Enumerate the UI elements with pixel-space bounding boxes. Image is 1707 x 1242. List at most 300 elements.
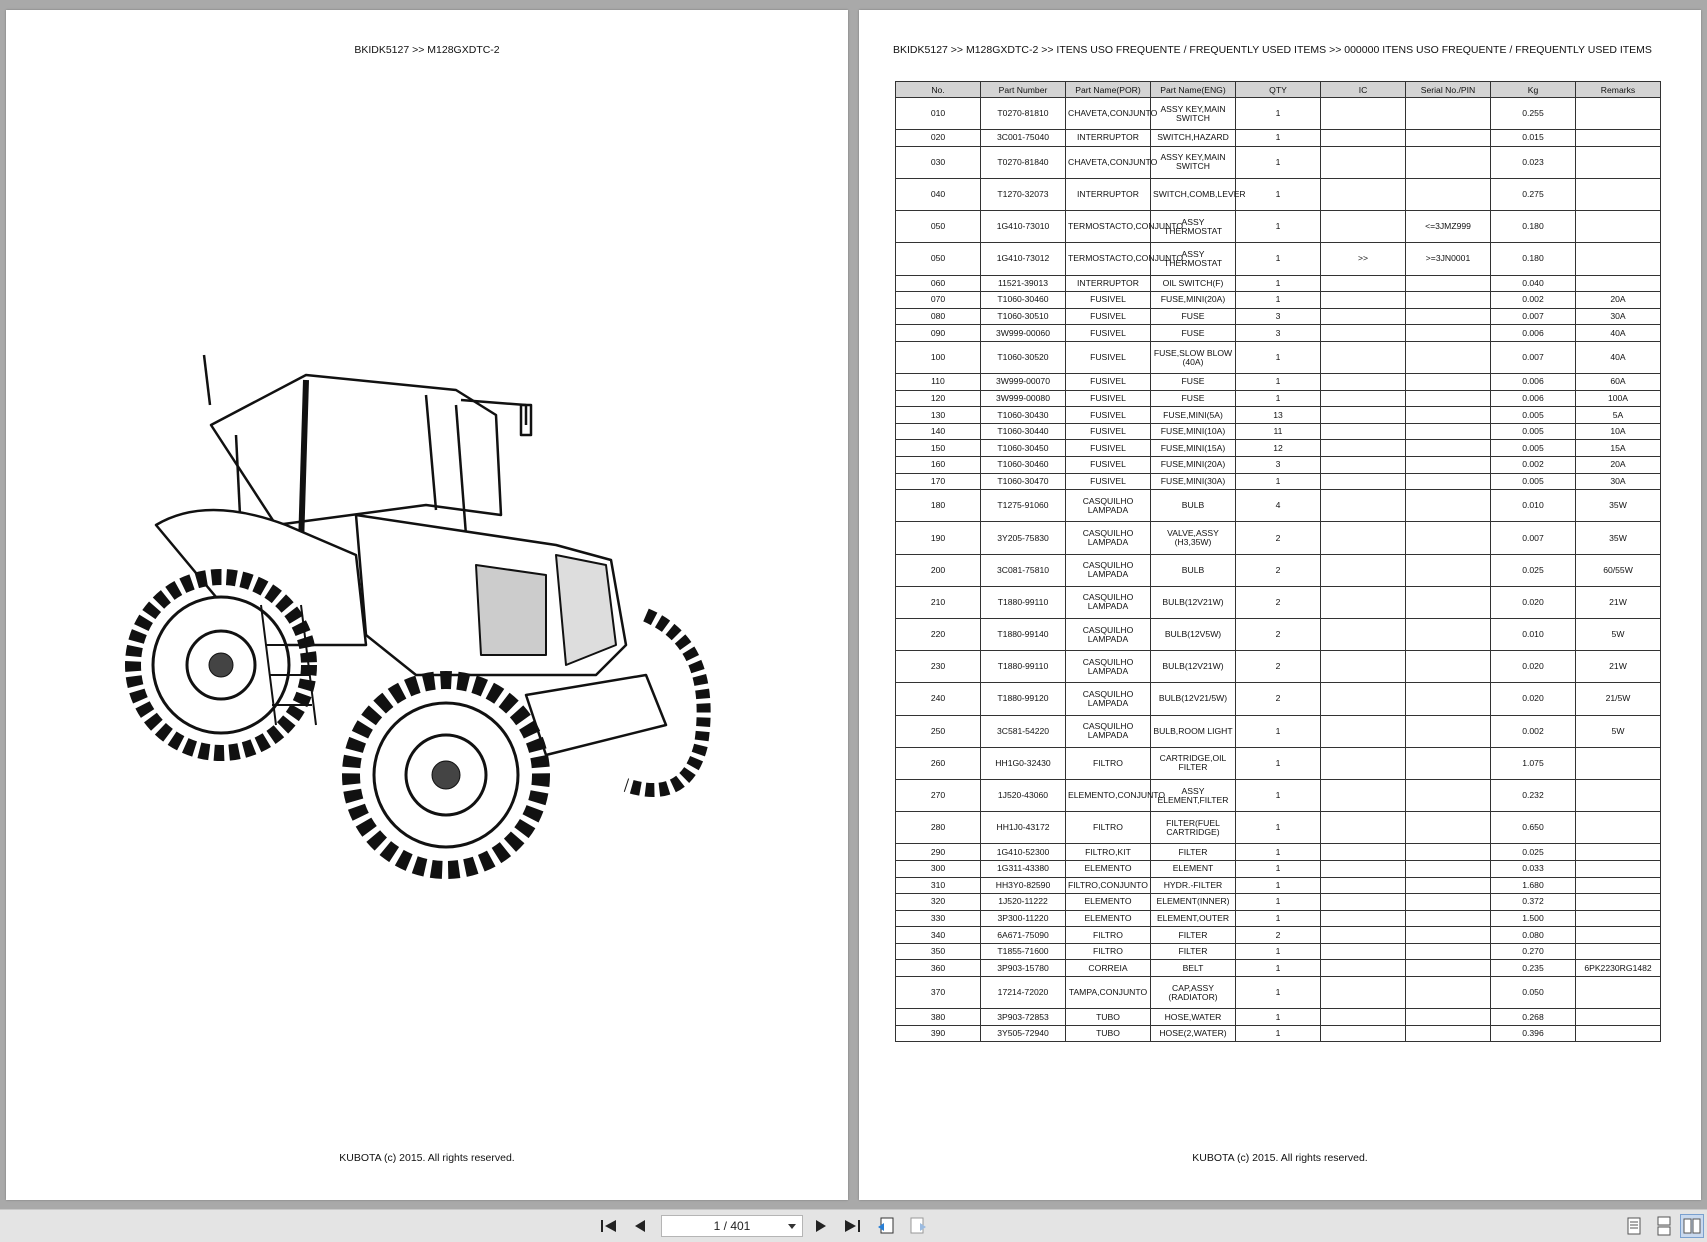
- cell-no: 300: [896, 860, 981, 877]
- col-part-number: Part Number: [981, 82, 1066, 98]
- cell-qty: 1: [1236, 910, 1321, 927]
- cell-part-name-por: CASQUILHO LAMPADA: [1066, 619, 1151, 651]
- right-footer: KUBOTA (c) 2015. All rights reserved.: [1192, 1152, 1368, 1164]
- cell-qty: 1: [1236, 130, 1321, 147]
- last-page-icon[interactable]: [840, 1214, 864, 1238]
- cell-serial: [1406, 457, 1491, 474]
- cell-no: 330: [896, 910, 981, 927]
- cell-serial: [1406, 308, 1491, 325]
- cell-part-number: 1J520-43060: [981, 779, 1066, 811]
- cell-kg: 1.500: [1491, 910, 1576, 927]
- cell-ic: [1321, 98, 1406, 130]
- cell-part-number: T1060-30510: [981, 308, 1066, 325]
- cell-part-number: 3P903-15780: [981, 960, 1066, 977]
- cell-ic: [1321, 943, 1406, 960]
- single-page-icon[interactable]: [1622, 1214, 1646, 1238]
- table-row: [896, 522, 1661, 554]
- cell-part-name-eng: ASSY THERMOSTAT: [1151, 243, 1236, 275]
- cell-kg: 0.010: [1491, 490, 1576, 522]
- table-row: [896, 844, 1661, 861]
- cell-part-number: T0270-81840: [981, 146, 1066, 178]
- cell-no: 260: [896, 747, 981, 779]
- cell-part-name-eng: ELEMENT,OUTER: [1151, 910, 1236, 927]
- cell-serial: [1406, 586, 1491, 618]
- cell-no: 180: [896, 490, 981, 522]
- cell-remarks: 35W: [1576, 522, 1661, 554]
- table-row: [896, 586, 1661, 618]
- cell-no: 280: [896, 812, 981, 844]
- cell-part-number: T1880-99110: [981, 586, 1066, 618]
- cell-no: 050: [896, 211, 981, 243]
- table-row: [896, 292, 1661, 309]
- cell-no: 080: [896, 308, 981, 325]
- cell-part-number: 3C581-54220: [981, 715, 1066, 747]
- cell-ic: [1321, 178, 1406, 210]
- cell-ic: [1321, 779, 1406, 811]
- cell-serial: [1406, 960, 1491, 977]
- cell-qty: 1: [1236, 1025, 1321, 1042]
- cell-part-name-por: CASQUILHO LAMPADA: [1066, 490, 1151, 522]
- cell-kg: 0.002: [1491, 292, 1576, 309]
- cell-remarks: 60/55W: [1576, 554, 1661, 586]
- cell-remarks: [1576, 130, 1661, 147]
- chevron-down-icon[interactable]: [788, 1224, 796, 1229]
- cell-part-name-eng: FUSE,MINI(30A): [1151, 473, 1236, 490]
- cell-qty: 1: [1236, 1009, 1321, 1026]
- cell-kg: 0.232: [1491, 779, 1576, 811]
- cell-qty: 1: [1236, 178, 1321, 210]
- cell-remarks: 20A: [1576, 457, 1661, 474]
- cell-part-name-eng: CAP,ASSY (RADIATOR): [1151, 977, 1236, 1009]
- cell-part-name-eng: FUSE: [1151, 374, 1236, 391]
- cell-part-number: 3Y505-72940: [981, 1025, 1066, 1042]
- table-row: [896, 308, 1661, 325]
- cell-qty: 1: [1236, 275, 1321, 292]
- cell-part-name-por: CASQUILHO LAMPADA: [1066, 522, 1151, 554]
- cell-part-name-por: TERMOSTACTO,CONJUNTO: [1066, 243, 1151, 275]
- cell-no: 040: [896, 178, 981, 210]
- table-row: [896, 457, 1661, 474]
- cell-kg: 0.025: [1491, 554, 1576, 586]
- cell-part-name-por: FUSIVEL: [1066, 308, 1151, 325]
- cell-part-number: 11521-39013: [981, 275, 1066, 292]
- table-row: [896, 651, 1661, 683]
- two-page-icon[interactable]: [1680, 1214, 1704, 1238]
- cell-ic: [1321, 812, 1406, 844]
- table-row: [896, 877, 1661, 894]
- table-row: [896, 1025, 1661, 1042]
- col-qty: QTY: [1236, 82, 1321, 98]
- cell-serial: [1406, 779, 1491, 811]
- cell-kg: 0.005: [1491, 440, 1576, 457]
- cell-part-name-eng: HOSE(2,WATER): [1151, 1025, 1236, 1042]
- cell-part-name-eng: BULB(12V21/5W): [1151, 683, 1236, 715]
- cell-part-name-por: CASQUILHO LAMPADA: [1066, 651, 1151, 683]
- table-row: [896, 275, 1661, 292]
- cell-qty: 11: [1236, 423, 1321, 440]
- cell-no: 140: [896, 423, 981, 440]
- cell-part-name-por: INTERRUPTOR: [1066, 130, 1151, 147]
- cell-part-name-eng: ASSY ELEMENT,FILTER: [1151, 779, 1236, 811]
- cell-remarks: 100A: [1576, 390, 1661, 407]
- cell-remarks: [1576, 211, 1661, 243]
- cell-ic: [1321, 522, 1406, 554]
- cell-ic: [1321, 894, 1406, 911]
- cell-kg: 0.015: [1491, 130, 1576, 147]
- cell-kg: 0.005: [1491, 473, 1576, 490]
- cell-remarks: 40A: [1576, 325, 1661, 342]
- table-row: [896, 423, 1661, 440]
- cell-remarks: [1576, 779, 1661, 811]
- cell-ic: >>: [1321, 243, 1406, 275]
- cell-remarks: [1576, 178, 1661, 210]
- cell-qty: 1: [1236, 473, 1321, 490]
- cell-qty: 1: [1236, 243, 1321, 275]
- cell-kg: 0.002: [1491, 715, 1576, 747]
- cell-ic: [1321, 715, 1406, 747]
- cell-remarks: [1576, 275, 1661, 292]
- cell-part-number: T1060-30520: [981, 341, 1066, 373]
- cell-part-number: 1G410-73012: [981, 243, 1066, 275]
- prev-page-icon[interactable]: [628, 1214, 652, 1238]
- cell-serial: [1406, 522, 1491, 554]
- col-ic: IC: [1321, 82, 1406, 98]
- cell-part-number: 3W999-00080: [981, 390, 1066, 407]
- cell-serial: [1406, 423, 1491, 440]
- table-header-row: [896, 82, 1661, 98]
- cell-ic: [1321, 473, 1406, 490]
- cell-part-name-por: CASQUILHO LAMPADA: [1066, 683, 1151, 715]
- table-row: [896, 390, 1661, 407]
- cell-serial: [1406, 554, 1491, 586]
- cell-part-number: 1G311-43380: [981, 860, 1066, 877]
- cell-no: 270: [896, 779, 981, 811]
- cell-part-name-eng: ASSY KEY,MAIN SWITCH: [1151, 146, 1236, 178]
- table-row: [896, 812, 1661, 844]
- cell-qty: 1: [1236, 390, 1321, 407]
- cell-no: 090: [896, 325, 981, 342]
- cell-part-number: 3W999-00060: [981, 325, 1066, 342]
- cell-part-name-por: CASQUILHO LAMPADA: [1066, 715, 1151, 747]
- cell-serial: [1406, 910, 1491, 927]
- cell-part-name-por: INTERRUPTOR: [1066, 178, 1151, 210]
- cell-kg: 0.040: [1491, 275, 1576, 292]
- cell-part-name-por: FILTRO: [1066, 747, 1151, 779]
- cell-no: 390: [896, 1025, 981, 1042]
- cell-part-number: T1880-99120: [981, 683, 1066, 715]
- cell-part-name-eng: ELEMENT: [1151, 860, 1236, 877]
- cell-part-name-eng: FUSE: [1151, 308, 1236, 325]
- table-row: [896, 747, 1661, 779]
- cell-part-number: 3W999-00070: [981, 374, 1066, 391]
- cell-remarks: 30A: [1576, 308, 1661, 325]
- viewer-toolbar: [0, 1209, 1707, 1242]
- cell-no: 030: [896, 146, 981, 178]
- cell-remarks: [1576, 146, 1661, 178]
- table-row: [896, 490, 1661, 522]
- cell-part-name-por: FUSIVEL: [1066, 457, 1151, 474]
- cell-remarks: 21W: [1576, 651, 1661, 683]
- cell-part-name-eng: BULB(12V5W): [1151, 619, 1236, 651]
- cell-kg: 0.650: [1491, 812, 1576, 844]
- cell-no: 360: [896, 960, 981, 977]
- table-row: [896, 894, 1661, 911]
- cell-kg: 0.033: [1491, 860, 1576, 877]
- cell-qty: 1: [1236, 960, 1321, 977]
- table-row: [896, 374, 1661, 391]
- table-row: [896, 715, 1661, 747]
- cell-part-name-por: CHAVETA,CONJUNTO: [1066, 98, 1151, 130]
- cell-qty: 4: [1236, 490, 1321, 522]
- table-row: [896, 130, 1661, 147]
- cell-part-number: T1060-30460: [981, 292, 1066, 309]
- cell-part-name-por: FUSIVEL: [1066, 390, 1151, 407]
- right-page: [859, 10, 1701, 1200]
- cell-no: 380: [896, 1009, 981, 1026]
- cell-part-name-por: FILTRO,KIT: [1066, 844, 1151, 861]
- cell-part-number: 1G410-52300: [981, 844, 1066, 861]
- go-forward-icon[interactable]: [906, 1214, 930, 1238]
- cell-ic: [1321, 146, 1406, 178]
- cell-part-name-eng: FILTER: [1151, 943, 1236, 960]
- cell-part-name-eng: BULB,ROOM LIGHT: [1151, 715, 1236, 747]
- cell-serial: [1406, 374, 1491, 391]
- cell-qty: 1: [1236, 943, 1321, 960]
- cell-part-name-por: ELEMENTO: [1066, 894, 1151, 911]
- cell-part-number: HH1G0-32430: [981, 747, 1066, 779]
- cell-ic: [1321, 341, 1406, 373]
- cell-part-name-eng: FUSE,MINI(5A): [1151, 407, 1236, 424]
- cell-qty: 2: [1236, 586, 1321, 618]
- cell-part-name-eng: BULB(12V21W): [1151, 586, 1236, 618]
- cell-part-name-por: FILTRO: [1066, 943, 1151, 960]
- cell-serial: [1406, 292, 1491, 309]
- table-row: [896, 779, 1661, 811]
- cell-remarks: [1576, 977, 1661, 1009]
- cell-qty: 1: [1236, 894, 1321, 911]
- page-number-input[interactable]: [661, 1215, 803, 1237]
- first-page-icon[interactable]: [597, 1214, 621, 1238]
- cell-part-name-eng: FUSE,MINI(20A): [1151, 457, 1236, 474]
- go-back-icon[interactable]: [874, 1214, 898, 1238]
- cell-remarks: [1576, 98, 1661, 130]
- cell-part-number: T1270-32073: [981, 178, 1066, 210]
- cell-no: 010: [896, 98, 981, 130]
- cell-kg: 1.680: [1491, 877, 1576, 894]
- cell-no: 170: [896, 473, 981, 490]
- table-row: [896, 407, 1661, 424]
- cell-serial: [1406, 747, 1491, 779]
- cell-part-number: T1880-99110: [981, 651, 1066, 683]
- cell-ic: [1321, 977, 1406, 1009]
- table-row: [896, 943, 1661, 960]
- cell-serial: [1406, 1009, 1491, 1026]
- cell-remarks: 21W: [1576, 586, 1661, 618]
- left-footer: KUBOTA (c) 2015. All rights reserved.: [339, 1152, 515, 1164]
- cell-remarks: 15A: [1576, 440, 1661, 457]
- cell-part-number: T1060-30470: [981, 473, 1066, 490]
- right-breadcrumb: BKIDK5127 >> M128GXDTC-2 >> ITENS USO FREQUENTE / FREQUENTLY USED ITEMS >> 000000 ITENS USO FREQUENTE / FREQUENTLY USED ITEMS: [893, 44, 1652, 56]
- cell-part-name-por: ELEMENTO: [1066, 910, 1151, 927]
- cell-part-number: T1060-30460: [981, 457, 1066, 474]
- cell-part-name-por: CASQUILHO LAMPADA: [1066, 554, 1151, 586]
- table-row: [896, 98, 1661, 130]
- cell-kg: 0.006: [1491, 390, 1576, 407]
- cell-qty: 1: [1236, 341, 1321, 373]
- cell-ic: [1321, 407, 1406, 424]
- cell-part-name-por: FUSIVEL: [1066, 423, 1151, 440]
- cell-ic: [1321, 423, 1406, 440]
- table-row: [896, 243, 1661, 275]
- col-kg: Kg: [1491, 82, 1576, 98]
- cell-qty: 2: [1236, 683, 1321, 715]
- cell-kg: 0.372: [1491, 894, 1576, 911]
- cell-no: 230: [896, 651, 981, 683]
- cell-part-name-eng: SWITCH,COMB,LEVER: [1151, 178, 1236, 210]
- cell-qty: 1: [1236, 747, 1321, 779]
- cell-part-name-por: FILTRO: [1066, 927, 1151, 944]
- cell-kg: 0.080: [1491, 927, 1576, 944]
- cell-ic: [1321, 844, 1406, 861]
- cell-serial: [1406, 715, 1491, 747]
- cell-part-number: T1275-91060: [981, 490, 1066, 522]
- cell-part-number: 3P300-11220: [981, 910, 1066, 927]
- cell-remarks: [1576, 243, 1661, 275]
- table-row: [896, 178, 1661, 210]
- left-page: [6, 10, 848, 1200]
- cell-no: 050: [896, 243, 981, 275]
- cell-remarks: [1576, 1009, 1661, 1026]
- cell-qty: 1: [1236, 292, 1321, 309]
- cell-part-name-por: FUSIVEL: [1066, 325, 1151, 342]
- cell-serial: [1406, 927, 1491, 944]
- cell-part-name-eng: ELEMENT(INNER): [1151, 894, 1236, 911]
- cell-qty: 1: [1236, 211, 1321, 243]
- page-indicator: 1 / 401: [713, 1219, 751, 1233]
- cell-serial: [1406, 651, 1491, 683]
- cell-part-name-por: TUBO: [1066, 1009, 1151, 1026]
- cell-kg: 0.020: [1491, 683, 1576, 715]
- col-part-name-por: Part Name(POR): [1066, 82, 1151, 98]
- cell-part-name-eng: FUSE,SLOW BLOW (40A): [1151, 341, 1236, 373]
- cell-no: 250: [896, 715, 981, 747]
- cell-serial: [1406, 683, 1491, 715]
- cell-no: 320: [896, 894, 981, 911]
- cell-part-name-por: TUBO: [1066, 1025, 1151, 1042]
- cell-serial: [1406, 860, 1491, 877]
- cell-kg: 0.006: [1491, 374, 1576, 391]
- cell-qty: 12: [1236, 440, 1321, 457]
- cell-part-number: T0270-81810: [981, 98, 1066, 130]
- cell-ic: [1321, 554, 1406, 586]
- cell-no: 290: [896, 844, 981, 861]
- cell-remarks: 35W: [1576, 490, 1661, 522]
- cell-remarks: 60A: [1576, 374, 1661, 391]
- cell-serial: [1406, 943, 1491, 960]
- table-row: [896, 146, 1661, 178]
- cell-qty: 3: [1236, 308, 1321, 325]
- table-row: [896, 977, 1661, 1009]
- cell-kg: 0.050: [1491, 977, 1576, 1009]
- cell-ic: [1321, 490, 1406, 522]
- cell-part-name-eng: HOSE,WATER: [1151, 1009, 1236, 1026]
- cell-remarks: 5W: [1576, 715, 1661, 747]
- cell-qty: 1: [1236, 374, 1321, 391]
- cell-remarks: [1576, 860, 1661, 877]
- cell-remarks: [1576, 877, 1661, 894]
- cell-part-name-por: FUSIVEL: [1066, 374, 1151, 391]
- cell-qty: 2: [1236, 554, 1321, 586]
- cell-kg: 0.010: [1491, 619, 1576, 651]
- cell-part-name-eng: ASSY KEY,MAIN SWITCH: [1151, 98, 1236, 130]
- cell-ic: [1321, 292, 1406, 309]
- cell-ic: [1321, 390, 1406, 407]
- cell-serial: [1406, 325, 1491, 342]
- cell-remarks: [1576, 812, 1661, 844]
- cell-part-name-eng: HYDR.-FILTER: [1151, 877, 1236, 894]
- cell-part-name-eng: BULB: [1151, 554, 1236, 586]
- cell-part-number: 3C001-75040: [981, 130, 1066, 147]
- cell-part-number: T1855-71600: [981, 943, 1066, 960]
- cell-remarks: 30A: [1576, 473, 1661, 490]
- cell-remarks: [1576, 943, 1661, 960]
- cell-part-name-por: CORREIA: [1066, 960, 1151, 977]
- cell-part-name-por: TERMOSTACTO,CONJUNTO: [1066, 211, 1151, 243]
- cell-no: 340: [896, 927, 981, 944]
- cell-remarks: [1576, 927, 1661, 944]
- cell-part-name-eng: BELT: [1151, 960, 1236, 977]
- cell-ic: [1321, 877, 1406, 894]
- cell-part-number: 1J520-11222: [981, 894, 1066, 911]
- cell-no: 240: [896, 683, 981, 715]
- table-row: [896, 910, 1661, 927]
- cell-part-number: 3Y205-75830: [981, 522, 1066, 554]
- cell-serial: [1406, 619, 1491, 651]
- cell-part-number: T1880-99140: [981, 619, 1066, 651]
- cell-serial: [1406, 275, 1491, 292]
- cell-qty: 1: [1236, 146, 1321, 178]
- cell-qty: 1: [1236, 812, 1321, 844]
- next-page-icon[interactable]: [809, 1214, 833, 1238]
- cell-ic: [1321, 457, 1406, 474]
- continuous-page-icon[interactable]: [1652, 1214, 1676, 1238]
- cell-qty: 2: [1236, 522, 1321, 554]
- cell-part-number: 6A671-75090: [981, 927, 1066, 944]
- cell-part-number: 17214-72020: [981, 977, 1066, 1009]
- cell-qty: 13: [1236, 407, 1321, 424]
- cell-kg: 0.268: [1491, 1009, 1576, 1026]
- cell-part-name-por: INTERRUPTOR: [1066, 275, 1151, 292]
- cell-remarks: 5W: [1576, 619, 1661, 651]
- cell-qty: 2: [1236, 651, 1321, 683]
- cell-ic: [1321, 308, 1406, 325]
- cell-part-number: HH3Y0-82590: [981, 877, 1066, 894]
- left-breadcrumb: BKIDK5127 >> M128GXDTC-2: [354, 44, 500, 56]
- cell-no: 160: [896, 457, 981, 474]
- cell-remarks: 10A: [1576, 423, 1661, 440]
- cell-part-number: T1060-30430: [981, 407, 1066, 424]
- cell-no: 150: [896, 440, 981, 457]
- cell-part-name-por: FUSIVEL: [1066, 407, 1151, 424]
- cell-qty: 3: [1236, 325, 1321, 342]
- cell-ic: [1321, 927, 1406, 944]
- cell-remarks: [1576, 894, 1661, 911]
- cell-ic: [1321, 860, 1406, 877]
- cell-qty: 1: [1236, 860, 1321, 877]
- cell-part-name-por: FILTRO,CONJUNTO: [1066, 877, 1151, 894]
- cell-part-name-por: FUSIVEL: [1066, 473, 1151, 490]
- cell-serial: [1406, 130, 1491, 147]
